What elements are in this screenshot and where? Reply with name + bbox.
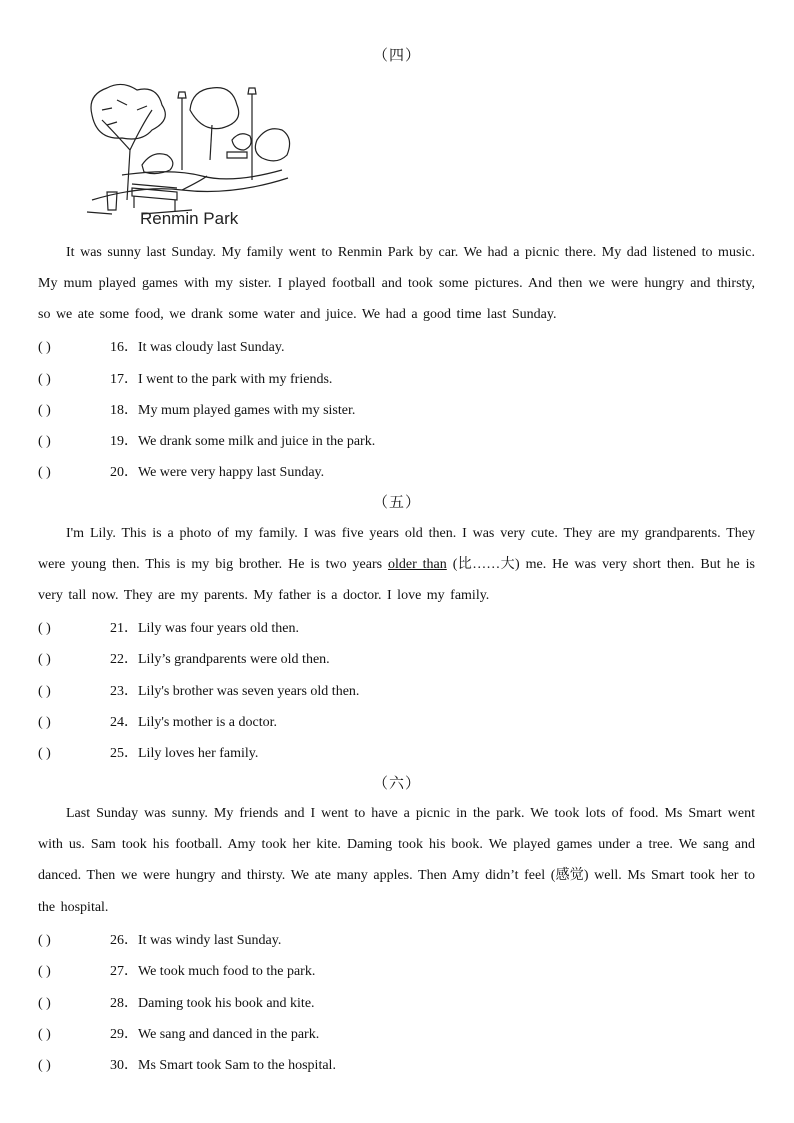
question-20: ( ) 20．We were very happy last Sunday. — [38, 465, 325, 480]
question-18: ( ) 18．My mum played games with my sister. — [38, 403, 356, 418]
section-title-6: （六） — [372, 776, 421, 792]
section-title-4: （四） — [372, 48, 421, 64]
question-21: ( ) 21．Lily was four years old then. — [38, 621, 299, 636]
question-19: ( ) 19．We drank some milk and juice in the park. — [38, 434, 376, 449]
question-25: ( ) 25．Lily loves her family. — [38, 746, 259, 761]
picture-caption: Renmin Park — [140, 209, 239, 228]
question-28: ( ) 28．Daming took his book and kite. — [38, 996, 315, 1011]
question-17: ( ) 17．I went to the park with my friends. — [38, 372, 333, 387]
question-16: ( ) 16．It was cloudy last Sunday. — [38, 340, 285, 355]
question-24: ( ) 24．Lily's mother is a doctor. — [38, 715, 278, 730]
question-29: ( ) 29．We sang and danced in the park. — [38, 1027, 320, 1042]
underlined-phrase: older than — [387, 557, 447, 573]
passage-5: I'm Lily. This is a photo of my family. I was five years old then. I was very cute. They are my grandparents. They were young then. This is my big brother. He is two years older than (比……大) me. He was very short then. But he is very tall now. They are my parents. My father is a doctor. I love my family. — [38, 526, 755, 604]
question-27: ( ) 27．We took much food to the park. — [38, 964, 316, 979]
question-23: ( ) 23．Lily's brother was seven years old then. — [38, 684, 360, 699]
question-26: ( ) 26．It was windy last Sunday. — [38, 933, 282, 948]
question-22: ( ) 22．Lily’s grandparents were old then. — [38, 652, 330, 667]
section-title-5: （五） — [372, 495, 421, 511]
passage-6: Last Sunday was sunny. My friends and I went to have a picnic in the park. We took lots of food. Ms Smart went with us. Sam took his football. Amy took her kite. Daming took his book. We played games under a tree. We sang and danced. Then we were hungry and thirsty. We ate many apples. Then Amy didn’t feel (感觉) well. Ms Smart took her to the hospital. — [38, 806, 755, 915]
question-30: ( ) 30．Ms Smart took Sam to the hospital. — [38, 1058, 336, 1073]
passage-4: It was sunny last Sunday. My family went to Renmin Park by car. We had a picnic there. My dad listened to music. My mum played games with my sister. I played football and took some pictures. And then we were hungry and thirsty, so we ate some food, we drank some water and juice. We had a good time last Sunday. — [38, 245, 755, 323]
